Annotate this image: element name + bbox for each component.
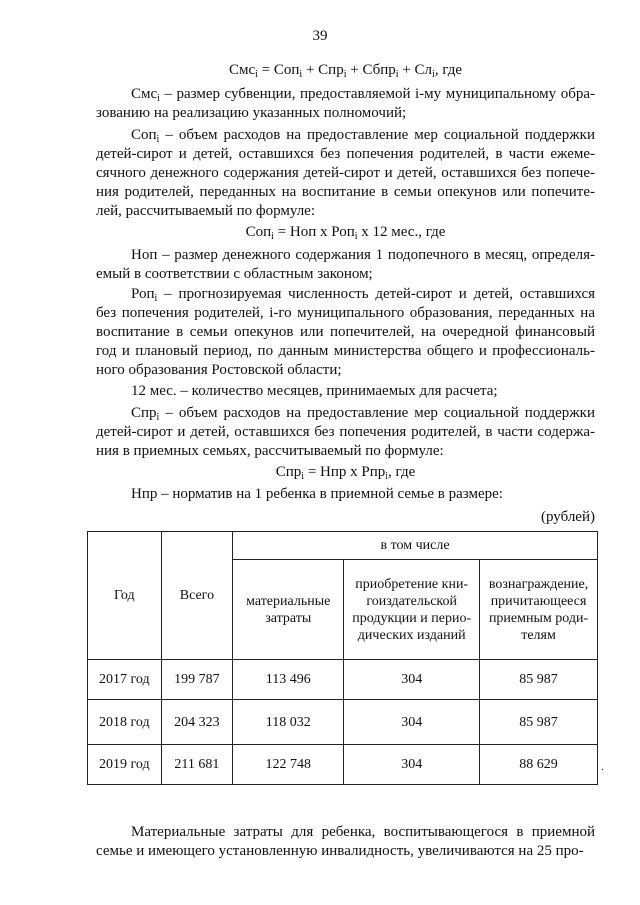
cell-books: 304	[344, 700, 480, 745]
cell-books: 304	[344, 745, 480, 785]
stray-dot: .	[601, 759, 604, 773]
header-books: приобретение кни-гоиздательской продукции и перио-дических изданий	[344, 560, 480, 660]
norm-table	[87, 531, 598, 785]
cell-total: 211 681	[161, 745, 232, 785]
paragraph-nop-definition: Ноп – размер денежного содержания 1 подопечного в месяц, определя-емый в соответствии с областным законом;	[96, 247, 595, 282]
units-label: (рублей)	[540, 509, 595, 525]
paragraph-rop-definition: Роп$_i$ – прогнозируемая численность детей-сирот и детей, оставшихся без попечения родителей, i-го муниципального образования, переданных на воспитание в семьи опекунов или попечителей, на очередной финансовый год и плановый период, по данным министерства общего и профессиональ-ного образования Ростовской области;	[96, 286, 595, 378]
header-material: материальные затраты	[233, 560, 344, 660]
paragraph-material-costs: Материальные затраты для ребенка, воспитывающегося в приемной семье и имеющего установленную инвалидность, увеличиваются на 25 про-	[96, 824, 595, 859]
paragraph-npr-definition: Нпр – норматив на 1 ребенка в приемной семье в размере:	[131, 486, 503, 502]
page-number: 39	[312, 28, 328, 44]
cell-total: 199 787	[161, 660, 232, 700]
table-row	[88, 660, 598, 700]
cell-material: 122 748	[233, 745, 344, 785]
header-total: Всего	[161, 532, 232, 660]
cell-material: 118 032	[233, 700, 344, 745]
cell-year: 2017 год	[88, 660, 162, 700]
paragraph-sop-definition: Соп$_i$ – объем расходов на предоставление мер социальной поддержки детей-сирот и детей, оставшихся без попечения родителей, в части ежеме-сячного денежного содержания детей-сирот и детей, оставшихся без попече-ния родителей, переданных на воспитание в семьи опекунов или попечите-лей, рассчитываемый по формуле:	[96, 127, 595, 219]
cell-reward: 88 629	[480, 745, 598, 785]
cell-books: 304	[344, 660, 480, 700]
cell-total: 204 323	[161, 700, 232, 745]
table-row	[88, 745, 598, 785]
paragraph-smc-definition: Смс$_i$ – размер субвенции, предоставляемой i-му муниципальному обра-зованию на реализацию указанных полномочий;	[96, 86, 595, 121]
formula-smc: Смс$_i$ = Соп$_i$ + Спр$_i$ + Сбпр$_i$ + $Сл_i$, где	[228, 62, 463, 80]
cell-reward: 85 987	[480, 660, 598, 700]
paragraph-spr-definition: Спр$_i$ – объем расходов на предоставление мер социальной поддержки детей-сирот и детей, оставшихся без попечения родителей, в части содержа-ния в приемных семьях, рассчитываемый по формуле:	[96, 405, 595, 459]
header-year: Год	[88, 532, 162, 660]
cell-year: 2019 год	[88, 745, 162, 785]
header-reward: вознаграждение, причитающееся приемным роди-телям	[480, 560, 598, 660]
table-row	[88, 700, 598, 745]
cell-year: 2018 год	[88, 700, 162, 745]
formula-sop: Соп$_i$ = Ноп х Роп$_i$ х 12 мес., где	[245, 224, 446, 242]
cell-reward: 85 987	[480, 700, 598, 745]
cell-material: 113 496	[233, 660, 344, 700]
header-including: в том числе	[233, 532, 598, 560]
paragraph-12-months: 12 мес. – количество месяцев, принимаемых для расчета;	[131, 383, 498, 399]
formula-spr: Спр$_i$ = Нпр х Рпр$_i$, где	[275, 464, 416, 482]
